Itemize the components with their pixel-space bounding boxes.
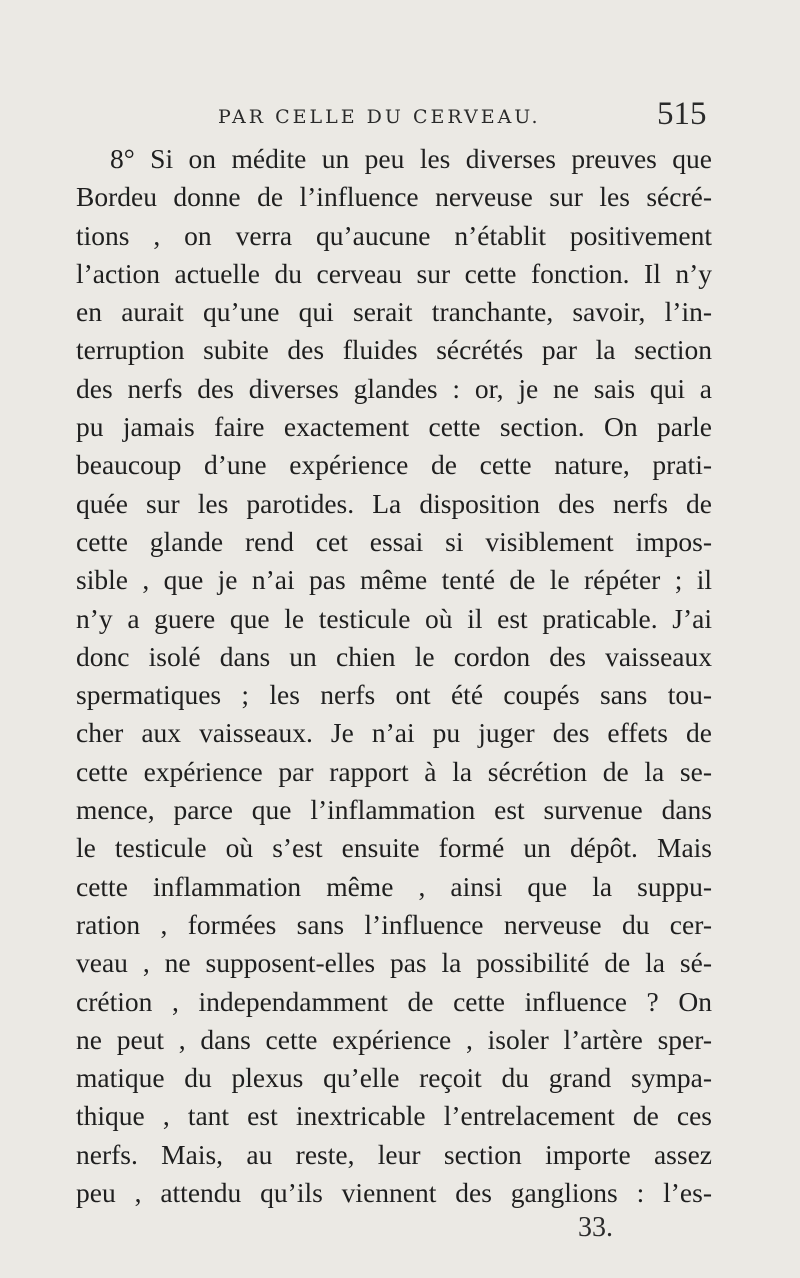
text-line: l’action actuelle du cerveau sur cette fonction. Il n’y <box>76 257 712 289</box>
text-line: en aurait qu’une qui serait tranchante, savoir, l’in- <box>76 296 712 328</box>
text-line: 8° Si on médite un peu les diverses preuves que <box>110 143 712 174</box>
text-line: ration , formées sans l’influence nerveuse du cer- <box>76 908 712 940</box>
running-head: PAR CELLE DU CERVEAU. <box>218 106 541 128</box>
text-line: donc isolé dans un chien le cordon des vaisseaux <box>76 640 712 672</box>
text-line: veau , ne supposent-elles pas la possibilité de la sé- <box>76 947 712 979</box>
text-line: beaucoup d’une expérience de cette nature, prati- <box>76 449 712 481</box>
text-line: n’y a guere que le testicule où il est praticable. J’ai <box>76 602 712 634</box>
text-line: spermatiques ; les nerfs ont été coupés sans tou- <box>76 679 712 711</box>
text-line: cette expérience par rapport à la sécrétion de la se- <box>76 755 712 787</box>
text-line: peu , attendu qu’ils viennent des ganglions : l’es- <box>76 1177 712 1209</box>
text-line: des nerfs des diverses glandes : or, je ne sais qui a <box>76 372 712 404</box>
text-line: cher aux vaisseaux. Je n’ai pu juger des effets de <box>76 717 712 749</box>
page-number: 515 <box>657 96 707 132</box>
text-line: ne peut , dans cette expérience , isoler l’artère sper- <box>76 1023 712 1055</box>
text-line: nerfs. Mais, au reste, leur section importe assez <box>76 1138 712 1170</box>
text-line: cette inflammation même , ainsi que la suppu- <box>76 870 712 902</box>
body-text <box>76 140 712 1212</box>
text-line: matique du plexus qu’elle reçoit du grand sympa- <box>76 1062 712 1094</box>
text-line: cette glande rend cet essai si visiblement impos- <box>76 525 712 557</box>
text-line: quée sur les parotides. La disposition des nerfs de <box>76 487 712 519</box>
text-line: terruption subite des fluides sécrétés par la section <box>76 334 712 366</box>
text-line: le testicule où s’est ensuite formé un dépôt. Mais <box>76 832 712 864</box>
text-line: crétion , independamment de cette influence ? On <box>76 985 712 1017</box>
page-header <box>0 96 800 136</box>
text-line: tions , on verra qu’aucune n’établit positivement <box>76 219 712 251</box>
text-line: mence, parce que l’inflammation est survenue dans <box>76 794 712 826</box>
text-line: sible , que je n’ai pas même tenté de le répéter ; il <box>76 564 712 596</box>
text-line: pu jamais faire exactement cette section. On parle <box>76 411 712 443</box>
text-line: thique , tant est inextricable l’entrelacement de ces <box>76 1100 712 1132</box>
signature-mark: 33. <box>578 1212 613 1243</box>
text-line: Bordeu donne de l’influence nerveuse sur les sécré- <box>76 181 712 213</box>
